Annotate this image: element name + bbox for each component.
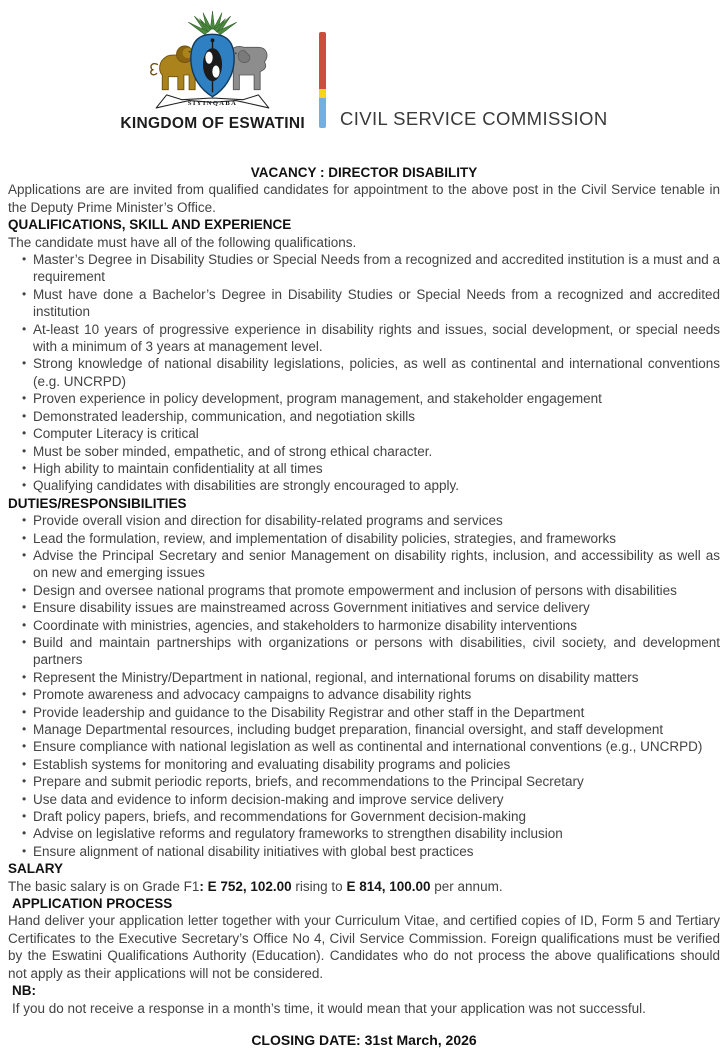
qualifications-list	[22, 251, 720, 495]
list-item: • Ensure compliance with national legislation as well as continental and international conventions (e.g., UNCRPD)	[22, 738, 720, 755]
list-item: • Promote awareness and advocacy campaigns to advance disability rights	[22, 686, 720, 703]
list-item: • Ensure disability issues are mainstreamed across Government initiatives and service delivery	[22, 599, 720, 616]
list-item: • High ability to maintain confidentiality at all times	[22, 460, 720, 477]
nb-body: If you do not receive a response in a month’s time, it would mean that your application was not successful.	[12, 1000, 646, 1016]
duties-list	[22, 512, 720, 860]
closing-date: CLOSING DATE: 31st March, 2026	[251, 1031, 477, 1048]
list-item: • Must be sober minded, empathetic, and of strong ethical character.	[22, 443, 720, 460]
plume-shape	[188, 10, 237, 34]
list-item: • Demonstrated leadership, communication, and negotiation skills	[22, 408, 720, 425]
list-item: • Lead the formulation, review, and implementation of disability policies, strategies, and frameworks	[22, 530, 720, 547]
duties-heading: DUTIES/RESPONSIBILITIES	[8, 495, 187, 511]
shield-shape	[191, 34, 234, 96]
flag-blue-segment	[319, 98, 326, 128]
list-item: • Master’s Degree in Disability Studies or Special Needs from a recognized and accredited institution is a must and a requirement	[22, 251, 720, 286]
document-header	[8, 0, 720, 132]
lion-shape	[151, 46, 195, 90]
list-item: • Ensure alignment of national disability initiatives with global best practices	[22, 843, 720, 860]
list-item: • Design and oversee national programs that promote empowerment and inclusion of persons with disabilities	[22, 582, 720, 599]
flag-yellow-segment	[319, 89, 326, 98]
salary-text-prefix: The basic salary is on Grade F1	[8, 878, 200, 894]
list-item: • Draft policy papers, briefs, and recommendations for Government decision-making	[22, 808, 720, 825]
list-item: • Qualifying candidates with disabilities are strongly encouraged to apply.	[22, 477, 720, 494]
list-item: • Proven experience in policy development, program management, and stakeholder engagement	[22, 390, 720, 407]
list-item: • Manage Departmental resources, including budget preparation, financial oversight, and staff development	[22, 721, 720, 738]
flag-color-bar	[319, 32, 326, 128]
salary-amount-min: : E 752, 102.00	[199, 878, 292, 894]
salary-text-mid: rising to	[291, 878, 347, 894]
qualifications-lead: The candidate must have all of the following qualifications.	[8, 234, 357, 250]
qualifications-heading: QUALIFICATIONS, SKILL AND EXPERIENCE	[8, 217, 292, 233]
list-item: • Must have done a Bachelor’s Degree in Disability Studies or Special Needs from a recognized and accredited institution	[22, 286, 720, 321]
list-item: • Advise on legislative reforms and regulatory frameworks to strengthen disability inclusion	[22, 825, 720, 842]
salary-heading: SALARY	[8, 861, 64, 877]
salary-amount-max: E 814, 100.00	[346, 878, 431, 894]
org-name: KINGDOM OF ESWATINI	[120, 114, 305, 132]
list-item: • Advise the Principal Secretary and senior Management on disability rights, inclusion, and accessibility as well as on new and emerging issues	[22, 547, 720, 582]
motto-text: SIYINQABA	[188, 99, 238, 107]
list-item: • Prepare and submit periodic reports, briefs, and recommendations to the Principal Secretary	[22, 773, 720, 790]
vacancy-title: VACANCY : DIRECTOR DISABILITY	[250, 165, 478, 180]
list-item: • Use data and evidence to inform decision-making and improve service delivery	[22, 791, 720, 808]
commission-name: CIVIL SERVICE COMMISSION	[339, 107, 608, 129]
list-item: • Establish systems for monitoring and evaluating disability programs and policies	[22, 756, 720, 773]
brand-block	[120, 10, 305, 132]
flag-red-segment	[319, 32, 326, 89]
list-item: • Build and maintain partnerships with organizations or persons with disabilities, civil society, and development partners	[22, 634, 720, 669]
salary-text-suffix: per annum.	[430, 878, 503, 894]
list-item: • Provide overall vision and direction for disability-related programs and services	[22, 512, 720, 529]
list-item: • Computer Literacy is critical	[22, 425, 720, 442]
list-item: • Coordinate with ministries, agencies, and stakeholders to harmonize disability interventions	[22, 617, 720, 634]
list-item: • Provide leadership and guidance to the Disability Registrar and other staff in the Department	[22, 704, 720, 721]
salary-line	[8, 878, 720, 895]
eswatini-coat-of-arms-icon	[131, 10, 294, 114]
list-item: • At-least 10 years of progressive experience in disability rights and issues, social development, or special needs with a minimum of 3 years at management level.	[22, 321, 720, 356]
list-item: • Strong knowledge of national disability legislations, policies, as well as continental and international conventions (e.g. UNCRPD)	[22, 355, 720, 390]
application-body: Hand deliver your application letter together with your Curriculum Vitae, and certified copies of ID, Form 5 and Tertiary Certificates to the Executive Secretary’s Office No 4, Civil Service Commission. Foreign qualifications must be verified by the Eswatini Qualifications Authority (Education). Candidates who do not process the above qualifications should not apply as their applications will not be considered.	[8, 913, 720, 981]
application-heading: APPLICATION PROCESS	[12, 896, 173, 912]
nb-heading: NB:	[12, 983, 36, 999]
list-item: • Represent the Ministry/Department in national, regional, and international forums on disability matters	[22, 669, 720, 686]
intro-paragraph: Applications are are invited from qualified candidates for appointment to the above post in the Civil Service tenable in the Deputy Prime Minister’s Office.	[8, 182, 720, 215]
